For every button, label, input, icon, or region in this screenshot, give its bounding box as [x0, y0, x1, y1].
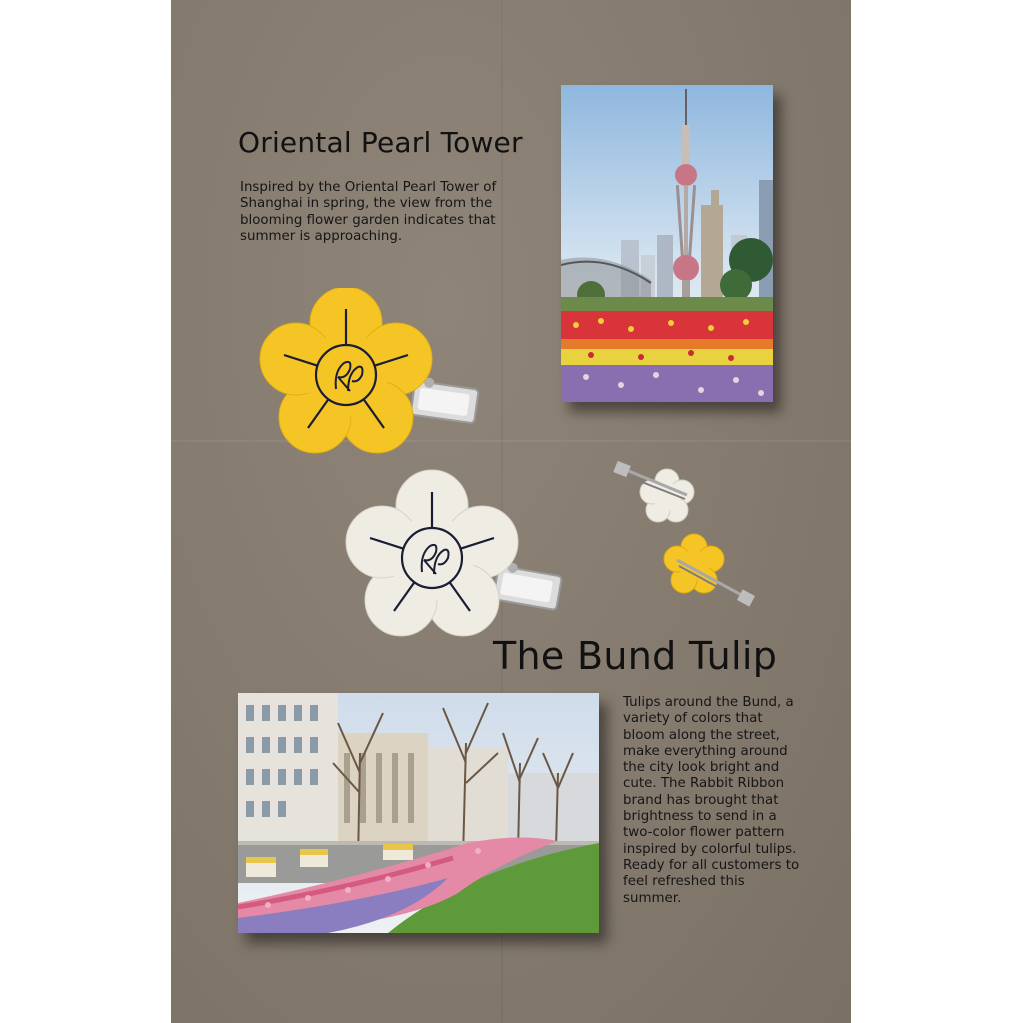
white-flower-hair-clip-icon [311, 468, 571, 653]
bund-tulip-title: The Bund Tulip [493, 634, 778, 678]
small-white-brooch-icon [607, 455, 707, 535]
yellow-flower-hair-clip-icon [233, 288, 493, 468]
pearl-tower-photo [561, 85, 773, 402]
small-yellow-brooch-icon [655, 528, 765, 613]
bund-tulip-photo [238, 693, 599, 933]
poster [171, 0, 851, 1023]
pearl-tower-title: Oriental Pearl Tower [238, 126, 523, 159]
bund-tulip-description: Tulips around the Bund, a variety of colors that bloom along the street, make everything around the city look bright and cute. The Rabbit Ribbon brand has brought that brightness to send in a two-color flower pattern inspired by colorful tulips. Ready for all customers to feel refreshed this summer. [623, 695, 800, 906]
pearl-tower-description: Inspired by the Oriental Pearl Tower of Shanghai in spring, the view from the blooming flower garden indicates that summer is approaching. [240, 180, 497, 244]
